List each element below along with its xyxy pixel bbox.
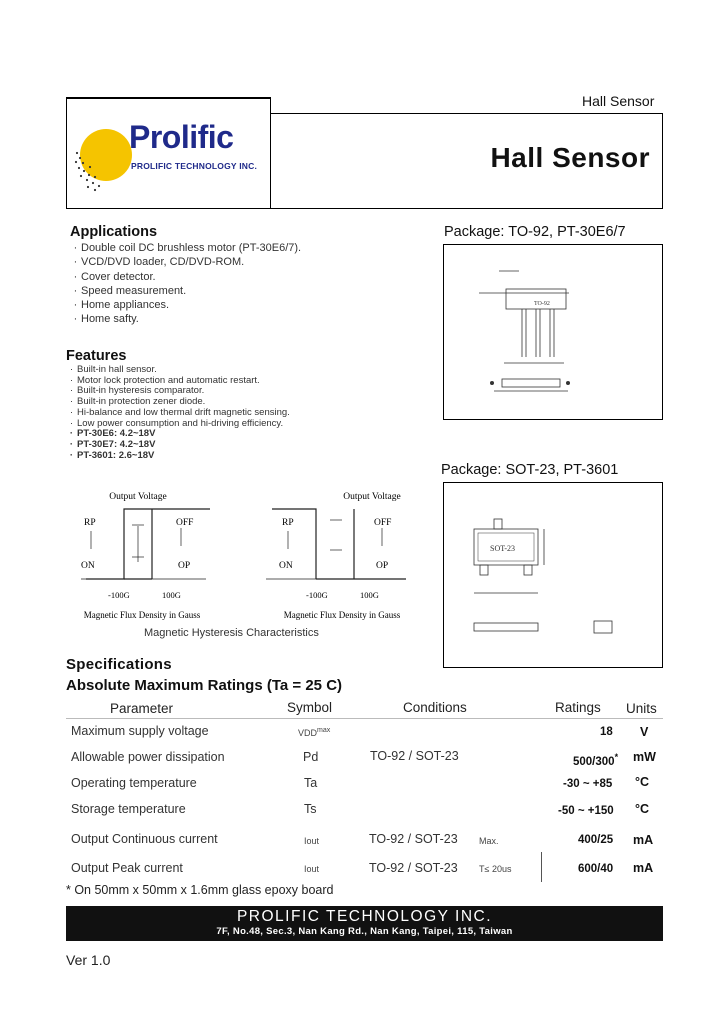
- to92-label: TO-92: [534, 301, 550, 307]
- logo-subtitle: PROLIFIC TECHNOLOGY INC.: [131, 161, 258, 171]
- spec-row-conditions: TO-92 / SOT-23: [369, 832, 458, 846]
- hyst-left-axis: Magnetic Flux Density in Gauss: [83, 610, 201, 620]
- spec-row-rating: 18: [600, 726, 613, 738]
- hyst-right-axis: Magnetic Flux Density in Gauss: [283, 610, 401, 620]
- spec-row-conditions: TO-92 / SOT-23: [369, 861, 458, 875]
- features-heading: Features: [66, 348, 127, 364]
- spec-row-unit: mA: [633, 861, 654, 875]
- list-item: · Hi-balance and low thermal drift magnetic sensing.: [69, 406, 290, 418]
- spec-row-parameter: Maximum supply voltage: [71, 724, 209, 738]
- list-item: · Motor lock protection and automatic restart.: [69, 374, 260, 386]
- col-ratings: Ratings: [555, 700, 601, 715]
- features-list: [66, 365, 290, 461]
- spec-row-rating: 600/40: [578, 863, 614, 875]
- specifications-heading: Specifications: [66, 656, 172, 673]
- package1-drawing: [443, 244, 663, 420]
- spec-row-symbol: Ts: [304, 802, 317, 816]
- spec-row-symbol: $VDD^{max}$: [298, 727, 331, 738]
- footer-address: 7F, No.48, Sec.3, Nan Kang Rd., Nan Kang, Taipei, 115, Taiwan: [216, 926, 513, 937]
- spec-footnote: * On 50mm x 50mm x 1.6mm glass epoxy board: [66, 883, 334, 897]
- spec-row-parameter: Allowable power dissipation: [71, 750, 225, 764]
- table-divider: [541, 852, 542, 882]
- list-item: · Double coil DC brushless motor (PT-30E6/7).: [73, 242, 302, 254]
- to92-outline-icon: [444, 245, 662, 419]
- hyst-left-op: OP: [178, 561, 191, 571]
- spec-row-conditions: TO-92 / SOT-23: [370, 749, 459, 763]
- hyst-left-off: OFF: [176, 518, 194, 528]
- spec-row-unit: °C: [635, 775, 650, 789]
- spec-row-parameter: Output Continuous current: [71, 832, 218, 846]
- spec-row-note: T≤ 20us: [479, 864, 512, 874]
- list-item: · Home safty.: [73, 313, 139, 326]
- spec-row-unit: mA: [633, 833, 654, 847]
- hyst-right-neg: -100G: [306, 590, 328, 600]
- hyst-right-off: OFF: [374, 518, 392, 528]
- spec-row-parameter: Output Peak current: [71, 861, 183, 875]
- list-item: · VCD/DVD loader, CD/DVD-ROM.: [73, 256, 245, 269]
- applications-section: [70, 224, 301, 327]
- sot23-outline-icon: [444, 483, 662, 667]
- package1-title: Package: TO-92, PT-30E6/7: [444, 224, 626, 240]
- list-item: · Low power consumption and hi-driving efficiency.: [69, 417, 284, 429]
- col-units: Units: [626, 701, 657, 716]
- spec-row-unit: V: [640, 725, 649, 739]
- footer-company: PROLIFIC TECHNOLOGY INC.: [236, 908, 493, 925]
- hyst-right-pos: 100G: [360, 590, 379, 600]
- hyst-right-output-label: Output Voltage: [343, 492, 401, 502]
- spec-row-rating: 400/25: [578, 834, 614, 846]
- spec-row-parameter: Operating temperature: [71, 776, 197, 790]
- spec-row-symbol: Pd: [303, 750, 319, 764]
- list-item: · Speed measurement.: [73, 284, 187, 297]
- version-label: Ver 1.0: [66, 952, 111, 968]
- hyst-left-neg: -100G: [108, 590, 130, 600]
- hyst-left-on: ON: [81, 561, 95, 571]
- applications-list: [70, 241, 301, 327]
- specifications-subheading: Absolute Maximum Ratings (Ta = 25 C): [66, 677, 343, 694]
- list-item: · PT-30E6: 4.2~18V: [69, 428, 156, 440]
- hyst-left-pos: 100G: [162, 590, 181, 600]
- list-item: · Built-in hysteresis comparator.: [69, 385, 205, 397]
- list-item: · Home appliances.: [73, 299, 170, 312]
- package2-title: Package: SOT-23, PT-3601: [441, 462, 619, 478]
- col-conditions: Conditions: [403, 700, 467, 715]
- package2-drawing: [443, 482, 663, 668]
- features-section: [66, 348, 290, 461]
- title-box: [271, 113, 663, 209]
- hysteresis-caption: Magnetic Hysteresis Characteristics: [144, 627, 319, 639]
- hyst-right-op: OP: [376, 561, 389, 571]
- sot23-label: SOT-23: [490, 544, 516, 553]
- footer-bar: [66, 906, 663, 941]
- list-item: · PT-30E7: 4.2~18V: [69, 438, 156, 450]
- page-title: Hall Sensor: [490, 142, 650, 173]
- hyst-left-rp: RP: [84, 518, 96, 528]
- logo-wordmark: Prolific: [129, 119, 234, 155]
- list-item: · PT-3601: 2.6~18V: [69, 449, 155, 461]
- spec-row-rating: -50 ~ +150: [558, 805, 614, 817]
- col-symbol: Symbol: [287, 700, 333, 715]
- spec-row-symbol: Ta: [304, 776, 318, 790]
- spec-row-parameter: Storage temperature: [71, 802, 186, 816]
- specifications-heading-wrap: [66, 656, 172, 673]
- hyst-left-output-label: Output Voltage: [109, 492, 167, 502]
- spec-row-rating: -30 ~ +85: [563, 778, 613, 790]
- hyst-right-on: ON: [279, 561, 293, 571]
- list-item: · Built-in hall sensor.: [69, 364, 157, 375]
- list-item: · Built-in protection zener diode.: [69, 396, 206, 408]
- col-parameter: Parameter: [110, 701, 174, 716]
- spec-row-symbol: Iout: [304, 864, 320, 874]
- spec-row-unit: mW: [633, 750, 656, 764]
- header-category: Hall Sensor: [582, 93, 655, 109]
- spec-row-unit: °C: [635, 802, 650, 816]
- hysteresis-diagram: [66, 486, 426, 644]
- list-item: · Cover detector.: [73, 270, 156, 283]
- hyst-right-rp: RP: [282, 518, 294, 528]
- applications-heading: Applications: [70, 224, 158, 240]
- spec-row-rating: 500/300*: [573, 752, 619, 768]
- spec-row-note: Max.: [479, 836, 499, 846]
- logo-box: [66, 97, 271, 209]
- spec-row-symbol: Iout: [304, 836, 320, 846]
- table-divider: [66, 718, 663, 719]
